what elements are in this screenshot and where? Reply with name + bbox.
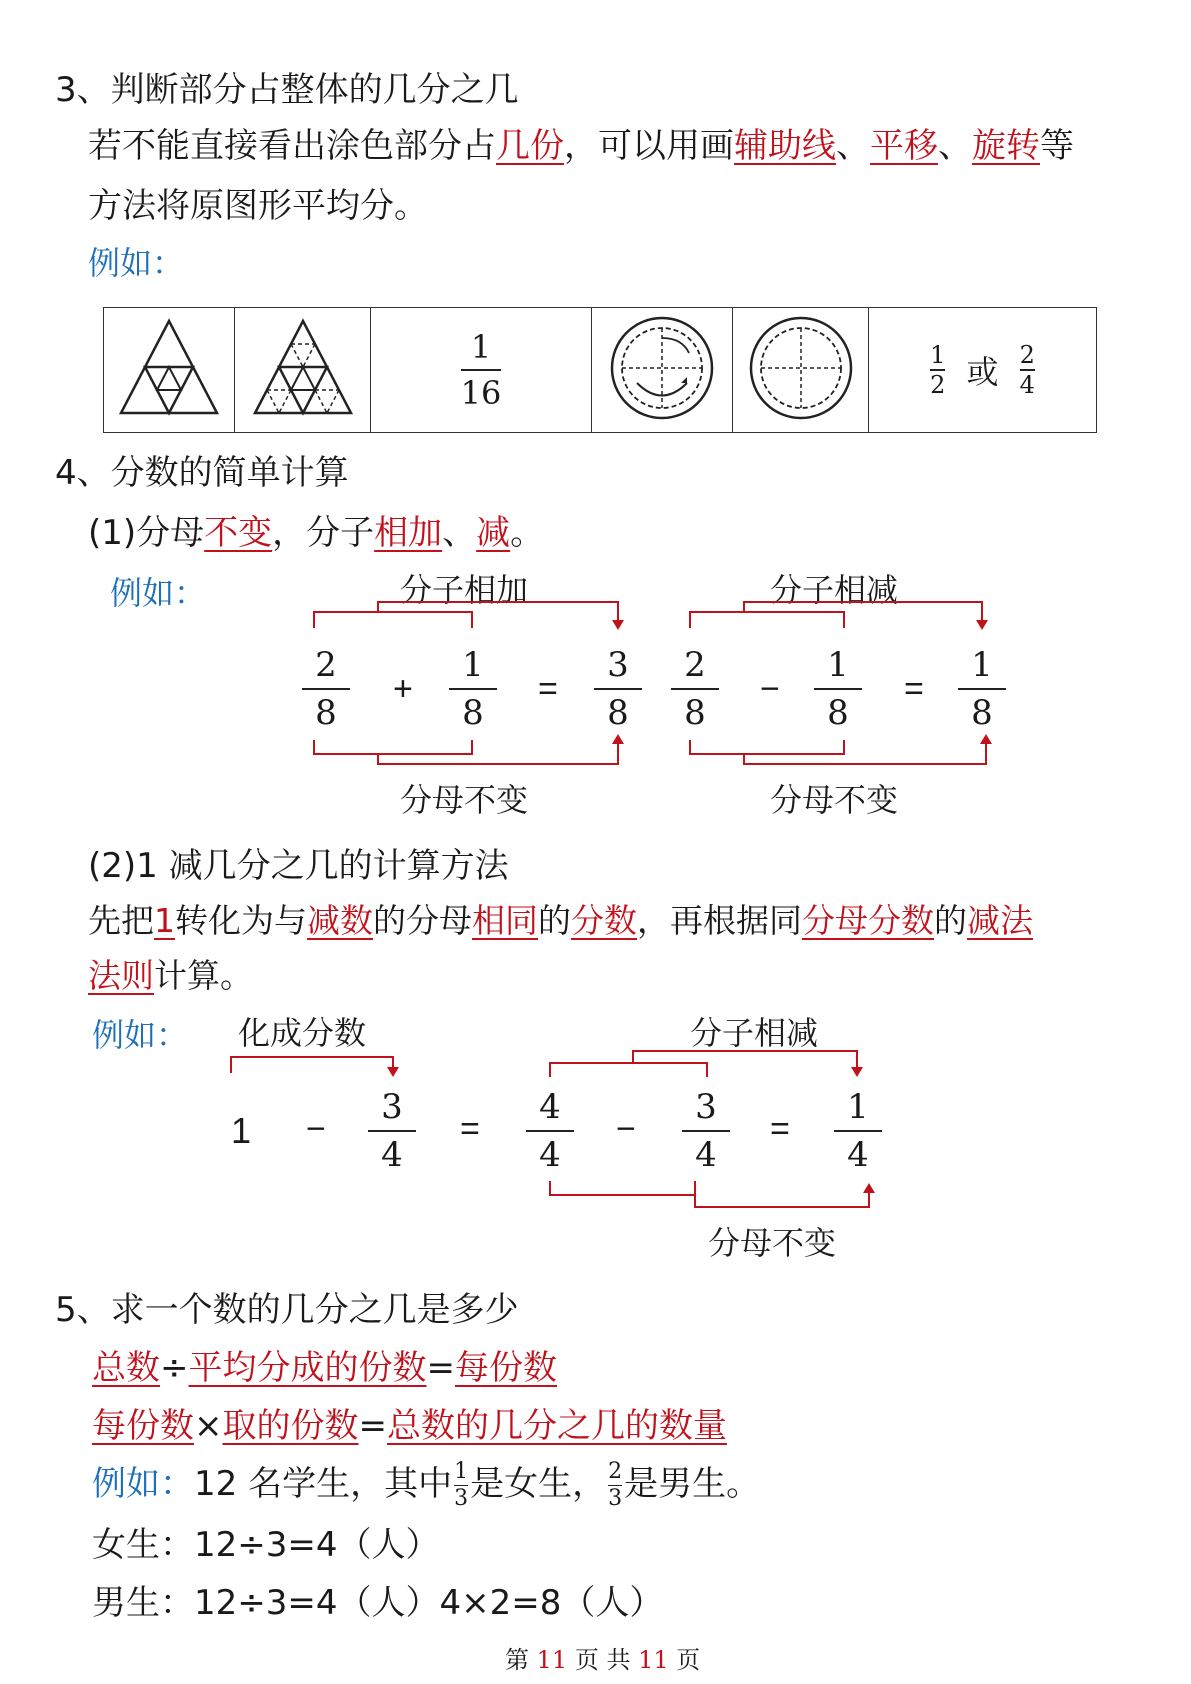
- ex2-bottom-note: 分母不变: [708, 1224, 837, 1262]
- sub-bottom-note: 分母不变: [770, 781, 899, 819]
- add-frac-result: 3 8: [588, 648, 648, 730]
- triangle-divided-icon: [114, 313, 224, 423]
- sub-frac-result: 1 8: [952, 648, 1012, 730]
- add-frac-b: 1 8: [443, 648, 503, 730]
- rule-1: (1)分母不变，分子相加、减。: [88, 513, 545, 553]
- ex2-equals-2: =: [770, 1110, 790, 1148]
- section-3-example-label: 例如：: [88, 244, 185, 282]
- sub-top-note: 分子相减: [770, 571, 899, 609]
- fraction-denominator: 16: [460, 374, 502, 412]
- triangle-figure-cell: [104, 308, 235, 433]
- formula-1: 总数÷平均分成的份数=每份数: [92, 1348, 557, 1388]
- ex2-top-left-note: 化成分数: [238, 1014, 367, 1052]
- current-page-number: 11: [536, 1646, 568, 1674]
- sub-frac-b: 1 8: [808, 648, 868, 730]
- page-footer: 第 11 页 共 11 页: [505, 1646, 701, 1674]
- circle-rotation-icon: [607, 313, 717, 423]
- ex2-frac-result: 1 4: [828, 1090, 888, 1172]
- add-plus: +: [393, 670, 413, 708]
- rule-2-title: (2)1 减几分之几的计算方法: [88, 846, 509, 886]
- add-bottom-note: 分母不变: [400, 781, 529, 819]
- section-5-heading: 5、求一个数的几分之几是多少: [55, 1290, 519, 1330]
- add-frac-a: 2 8: [296, 648, 356, 730]
- sub-equals: =: [904, 670, 924, 708]
- circle-quartered-cell: [733, 308, 869, 433]
- ex2-one: 1: [231, 1110, 252, 1151]
- ex2-frac-a: 3 4: [362, 1090, 422, 1172]
- triangle-auxiliary-lines-cell: [235, 308, 371, 433]
- section-5-example: 例如：12 名学生，其中$\frac{1}{3}$是女生，$\frac{2}{3}$是男生。: [92, 1458, 761, 1512]
- ex2-minus-1: −: [306, 1110, 326, 1148]
- section-5-example-label: 例如：: [92, 1464, 194, 1504]
- rule-1-example-label: 例如：: [110, 574, 207, 612]
- section-3-line1: 若不能直接看出涂色部分占几份，可以用画辅助线、平移、旋转等: [88, 126, 1074, 166]
- girls-calculation: 女生：12÷3=4（人）: [92, 1525, 440, 1565]
- section-4-heading: 4、分数的简单计算: [55, 453, 349, 493]
- fraction-one-sixteenth-cell: [371, 308, 592, 433]
- fraction-one-third: $\frac{1}{3}$: [454, 1458, 469, 1512]
- ex2-minus-2: −: [616, 1110, 636, 1148]
- section-3-heading: 3、判断部分占整体的几分之几: [55, 70, 519, 110]
- boys-calculation: 男生：12÷3=4（人）4×2=8（人）: [92, 1583, 664, 1623]
- fraction-half-or-two-quarters-cell: $\frac{1}{2}$ 或 $\frac{2}{4}$: [869, 308, 1097, 433]
- ex2-frac-b: 4 4: [520, 1090, 580, 1172]
- section-3-line2: 方法将原图形平均分。: [88, 186, 428, 226]
- fraction-two-thirds: $\frac{2}{3}$: [608, 1458, 623, 1512]
- sub-minus: −: [760, 670, 780, 708]
- circle-rotation-cell: [592, 308, 733, 433]
- ex2-equals-1: =: [460, 1110, 480, 1148]
- rule-2-example-label: 例如：: [92, 1016, 189, 1054]
- formula-2: 每份数×取的份数=总数的几分之几的数量: [92, 1406, 727, 1446]
- add-top-note: 分子相加: [400, 571, 529, 609]
- circle-quartered-icon: [746, 313, 856, 423]
- add-equals: =: [538, 670, 558, 708]
- or-word: 或: [966, 353, 999, 391]
- sub-frac-a: 2 8: [665, 648, 725, 730]
- rule-2-line2: 法则计算。: [88, 956, 253, 995]
- example-figures-table: [103, 307, 1097, 433]
- rule-2-line1: 先把1转化为与减数的分母相同的分数，再根据同分母分数的减法: [88, 901, 1033, 940]
- fraction-numerator: 1: [470, 328, 492, 366]
- ex2-frac-c: 3 4: [676, 1090, 736, 1172]
- total-page-count: 11: [638, 1646, 669, 1674]
- ex2-top-right-note: 分子相减: [690, 1014, 819, 1052]
- triangle-auxiliary-lines-icon: [248, 313, 358, 423]
